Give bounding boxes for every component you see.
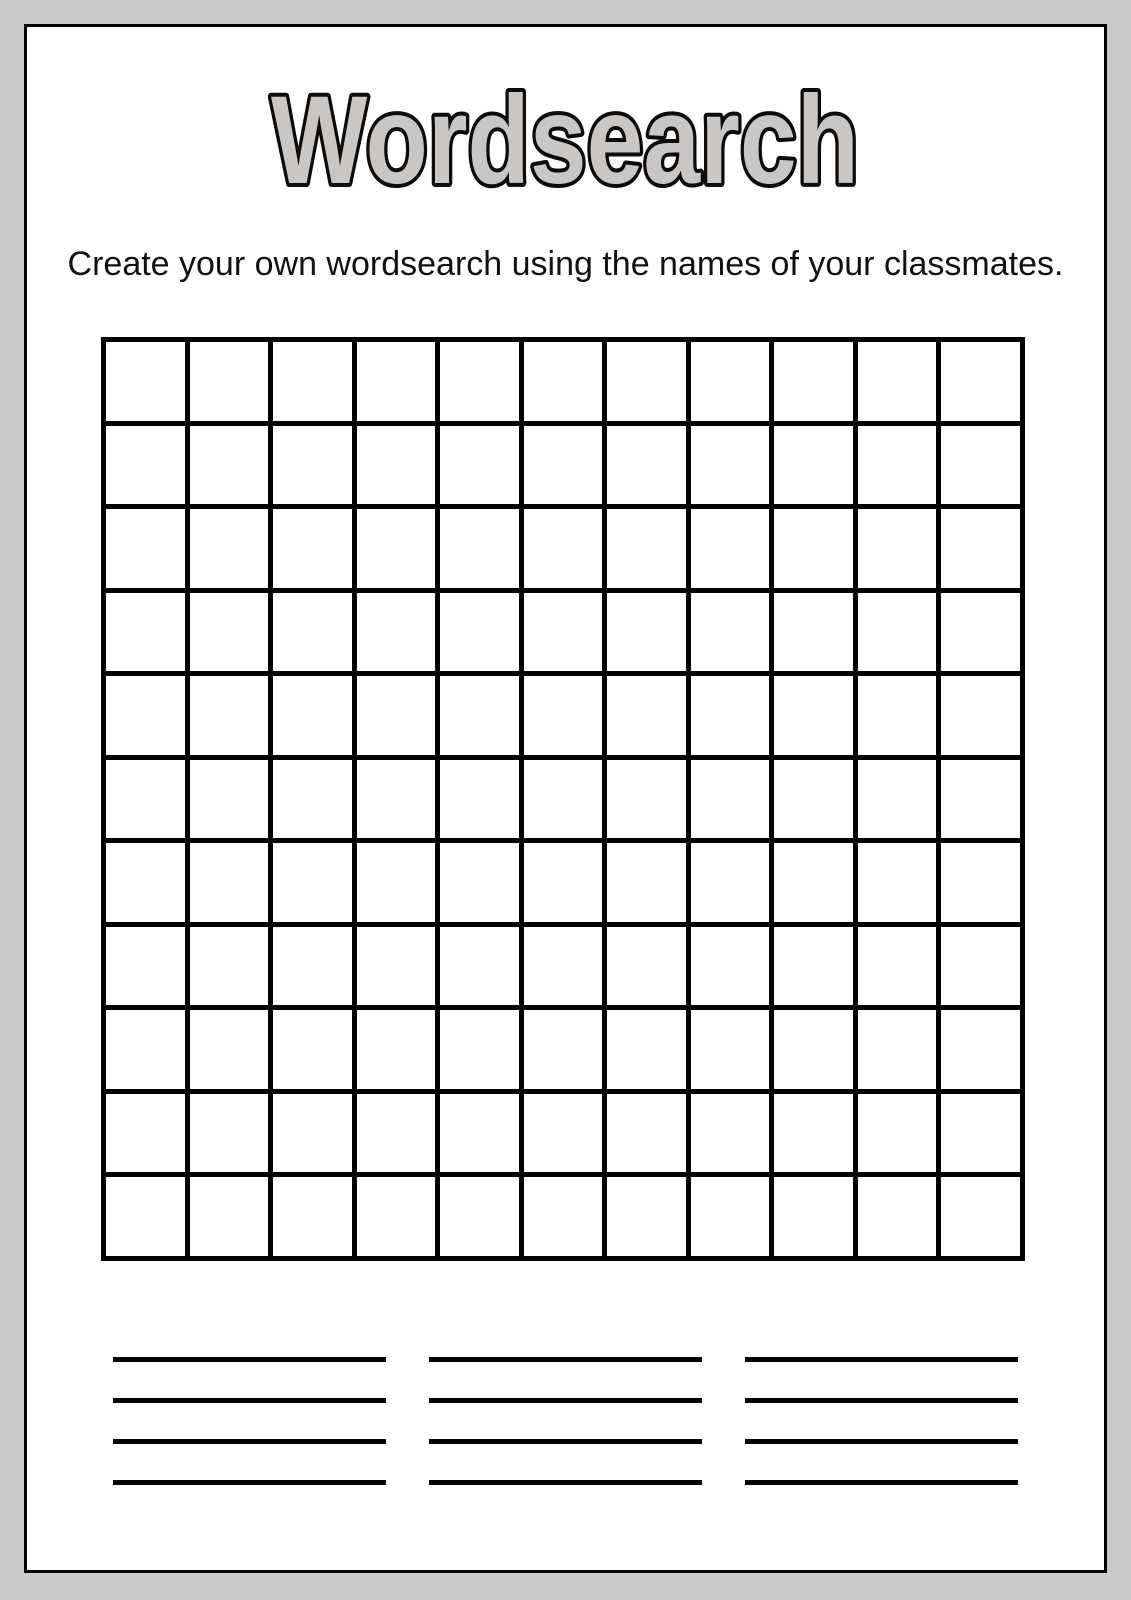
grid-cell (524, 676, 603, 755)
grid-cell (190, 1094, 269, 1173)
grid-cell (190, 927, 269, 1006)
grid-cell (273, 1010, 352, 1089)
grid-cell (774, 760, 853, 839)
instructions-text: Create your own wordsearch using the names of your classmates. (67, 245, 1064, 283)
name-line-column (429, 1357, 702, 1485)
grid-cell (273, 760, 352, 839)
grid-cell (607, 342, 686, 421)
grid-cell (607, 927, 686, 1006)
grid-cell (774, 593, 853, 672)
grid-cell (607, 843, 686, 922)
grid-cell (774, 1094, 853, 1173)
grid-cell (607, 509, 686, 588)
grid-cell (524, 1177, 603, 1256)
wordsearch-grid (101, 337, 1025, 1261)
grid-cell (858, 1177, 937, 1256)
grid-cell (357, 509, 436, 588)
grid-cell (941, 1010, 1020, 1089)
grid-cell (106, 342, 185, 421)
grid-cell (774, 1010, 853, 1089)
grid-cell (774, 426, 853, 505)
name-line (429, 1357, 702, 1362)
name-line-column (745, 1357, 1018, 1485)
name-line (113, 1357, 386, 1362)
name-line (745, 1398, 1018, 1403)
grid-cell (190, 843, 269, 922)
grid-cell (357, 760, 436, 839)
grid-cell (190, 676, 269, 755)
grid-cell (691, 927, 770, 1006)
grid-cell (106, 1010, 185, 1089)
grid-cell (691, 593, 770, 672)
name-line (429, 1480, 702, 1485)
grid-cell (357, 1177, 436, 1256)
grid-cell (607, 1010, 686, 1089)
grid-cell (106, 1094, 185, 1173)
grid-cell (357, 342, 436, 421)
name-line (745, 1439, 1018, 1444)
grid-cell (858, 760, 937, 839)
grid-cell (774, 342, 853, 421)
page-title (27, 67, 1104, 227)
grid-cell (106, 676, 185, 755)
grid-cell (941, 426, 1020, 505)
grid-cell (190, 760, 269, 839)
grid-cell (858, 1094, 937, 1173)
name-line (113, 1480, 386, 1485)
grid-cell (273, 342, 352, 421)
grid-cell (440, 1010, 519, 1089)
grid-cell (691, 676, 770, 755)
name-line (429, 1398, 702, 1403)
grid-cell (190, 593, 269, 672)
grid-cell (524, 593, 603, 672)
grid-cell (357, 593, 436, 672)
grid-cell (941, 927, 1020, 1006)
grid-cell (273, 593, 352, 672)
grid-cell (190, 1010, 269, 1089)
grid-cell (607, 593, 686, 672)
grid-cell (273, 1094, 352, 1173)
grid-cell (273, 843, 352, 922)
grid-cell (607, 1177, 686, 1256)
grid-cell (774, 509, 853, 588)
grid-cell (774, 843, 853, 922)
grid-cell (941, 1177, 1020, 1256)
grid-cell (106, 426, 185, 505)
grid-cell (858, 593, 937, 672)
grid-cell (858, 342, 937, 421)
grid-cell (858, 426, 937, 505)
grid-cell (858, 1010, 937, 1089)
grid-cell (691, 509, 770, 588)
grid-cell (440, 593, 519, 672)
grid-cell (774, 1177, 853, 1256)
page-title-text: Wordsearch (271, 71, 859, 210)
name-line (113, 1439, 386, 1444)
grid-cell (357, 676, 436, 755)
grid-cell (691, 1094, 770, 1173)
grid-cell (524, 509, 603, 588)
grid-cell (106, 927, 185, 1006)
name-line (113, 1398, 386, 1403)
grid-cell (941, 1094, 1020, 1173)
grid-cell (440, 426, 519, 505)
grid-cell (858, 927, 937, 1006)
grid-cell (190, 426, 269, 505)
grid-cell (273, 1177, 352, 1256)
grid-cell (106, 760, 185, 839)
grid-cell (858, 676, 937, 755)
grid-cell (106, 1177, 185, 1256)
grid-cell (607, 676, 686, 755)
grid-cell (190, 509, 269, 588)
grid-cell (691, 843, 770, 922)
grid-cell (941, 676, 1020, 755)
grid-cell (190, 1177, 269, 1256)
grid-cell (524, 927, 603, 1006)
grid-cell (941, 843, 1020, 922)
grid-cell (858, 843, 937, 922)
grid-cell (524, 342, 603, 421)
grid-cell (524, 843, 603, 922)
grid-cell (440, 676, 519, 755)
grid-cell (524, 1010, 603, 1089)
grid-cell (774, 927, 853, 1006)
grid-cell (607, 426, 686, 505)
grid-cell (273, 426, 352, 505)
grid-cell (106, 593, 185, 672)
grid-cell (106, 509, 185, 588)
grid-cell (440, 342, 519, 421)
grid-cell (691, 342, 770, 421)
grid-cell (357, 1010, 436, 1089)
grid-cell (440, 509, 519, 588)
name-lines-section (113, 1357, 1018, 1485)
grid-cell (357, 426, 436, 505)
grid-cell (941, 342, 1020, 421)
grid-cell (941, 509, 1020, 588)
grid-cell (524, 1094, 603, 1173)
grid-cell (941, 593, 1020, 672)
grid-cell (774, 676, 853, 755)
name-line (429, 1439, 702, 1444)
grid-cell (440, 927, 519, 1006)
worksheet-page (24, 24, 1107, 1573)
grid-cell (273, 676, 352, 755)
grid-cell (440, 1177, 519, 1256)
grid-cell (691, 1177, 770, 1256)
grid-cell (524, 760, 603, 839)
grid-cell (273, 509, 352, 588)
grid-cell (524, 426, 603, 505)
name-line (745, 1480, 1018, 1485)
grid-cell (357, 1094, 436, 1173)
grid-cell (607, 1094, 686, 1173)
grid-cell (691, 760, 770, 839)
grid-cell (273, 927, 352, 1006)
grid-cell (691, 426, 770, 505)
name-line-column (113, 1357, 386, 1485)
grid-cell (440, 1094, 519, 1173)
name-line (745, 1357, 1018, 1362)
grid-cell (190, 342, 269, 421)
grid-cell (691, 1010, 770, 1089)
grid-cell (941, 760, 1020, 839)
grid-cell (440, 843, 519, 922)
grid-cell (357, 927, 436, 1006)
grid-cell (357, 843, 436, 922)
grid-cell (607, 760, 686, 839)
grid-cell (106, 843, 185, 922)
grid-cell (440, 760, 519, 839)
grid-cell (858, 509, 937, 588)
